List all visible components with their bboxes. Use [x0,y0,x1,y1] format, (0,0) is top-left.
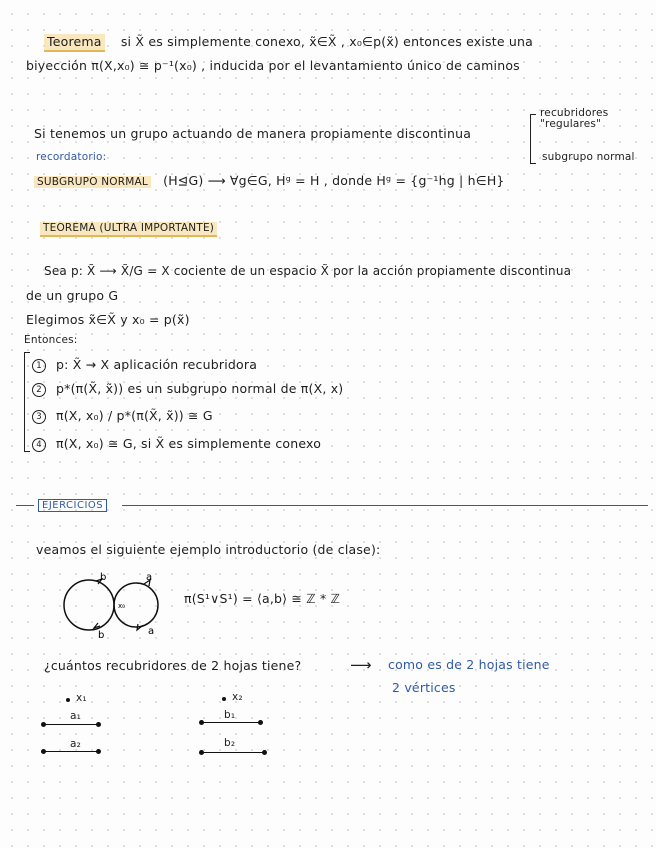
label-a-bottom: a [148,626,155,637]
bracket [530,114,536,164]
list-item-3 [32,408,213,424]
ejercicios-title: EJERCICIOS [38,499,107,512]
label-b-top: b [100,572,107,583]
edge-a2 [44,751,98,752]
subgrupo-line [34,173,505,188]
label-a-top: a [146,572,153,583]
vertex-x2-dot [222,697,226,701]
label-x0: x₀ [118,602,125,610]
item-text-4: π(X, x₀) ≅ G, si X̃ es simplemente conexo [56,436,322,451]
bracket-bottom-label: subgrupo normal [542,151,635,163]
item-text-2: p*(π(X̃, x̃)) es un subgrupo normal de π(X, x) [56,381,344,396]
item-number-2: 2 [32,383,46,397]
teorema-1-line-1 [44,34,533,49]
teorema-text-2: biyección π(X,x₀) ≅ p⁻¹(x₀) , inducida por el levantamiento único de caminos [26,58,520,73]
teorema-2-title: TEOREMA (ULTRA IMPORTANTE) [40,222,217,237]
edge-a2-label: a₂ [70,738,82,750]
item-text-3: π(X, x₀) / p*(π(X̃, x̃)) ≅ G [56,408,213,423]
teorema-2-line-2: de un grupo G [26,288,119,303]
list-bracket [24,352,30,452]
list-item-2 [32,381,343,397]
divider-left [16,505,34,506]
subgrupo-formula: (H⊴G) ⟶ ∀g∈G, Hᵍ = H , donde Hᵍ = {g⁻¹hg | h∈H} [163,173,505,188]
teorema-2-line-1: Sea p: X̃ ⟶ X̃/G = X cociente de un espacio X̃ por la acción propiamente discontinua [44,264,572,278]
edge-b1 [202,722,260,723]
vertex-x2-label: x₂ [232,691,243,703]
item-number-1: 1 [32,359,46,373]
edge-b2-label: b₂ [224,737,236,749]
label-b-bottom: b [98,630,105,640]
teorema-2-line-3: Elegimos x̃∈X̃ y x₀ = p(x̃) [26,312,190,327]
list-item-1 [32,357,257,373]
subgrupo-label: SUBGRUPO NORMAL [34,176,151,188]
list-item-4 [32,436,321,452]
teorema-2-line-4: Entonces: [24,334,78,346]
edge-b1-label: b₁ [224,709,236,721]
divider-right [122,505,648,506]
bracket-top-label: recubridores "regulares" [540,107,609,130]
grupo-line: Si tenemos un grupo actuando de manera propiamente discontinua [34,126,472,141]
recordatorio-label: recordatorio: [36,151,107,163]
teorema-text-1: si X̃ es simplemente conexo, x̃∈X̃ , x₀∈p(x̃) entonces existe una [120,34,534,49]
item-number-3: 3 [32,410,46,424]
answer-line-1: como es de 2 hojas tiene [388,657,550,672]
vertex-x1-dot [66,698,70,702]
item-text-1: p: X̃ → X aplicación recubridora [56,357,258,372]
edge-a1 [44,724,98,725]
fundamental-group-formula: π(S¹∨S¹) = ⟨a,b⟩ ≅ ℤ * ℤ [184,591,341,606]
wedge-circles-figure [56,568,174,640]
teorema-title: Teorema [44,34,105,52]
item-number-4: 4 [32,438,46,452]
teorema-2-title-wrap [40,219,217,234]
left-circle [64,580,114,630]
question-text: ¿cuántos recubridores de 2 hojas tiene? [44,658,302,673]
edge-a1-label: a₁ [70,710,82,722]
answer-line-2: 2 vértices [392,680,456,695]
arrow-right-icon: ⟶ [350,656,372,674]
vertex-x1-label: x₁ [76,692,87,704]
edge-b2 [202,752,264,753]
ejercicios-intro: veamos el siguiente ejemplo introductorio (de clase): [36,542,381,557]
ejercicios-wrap [38,496,107,511]
